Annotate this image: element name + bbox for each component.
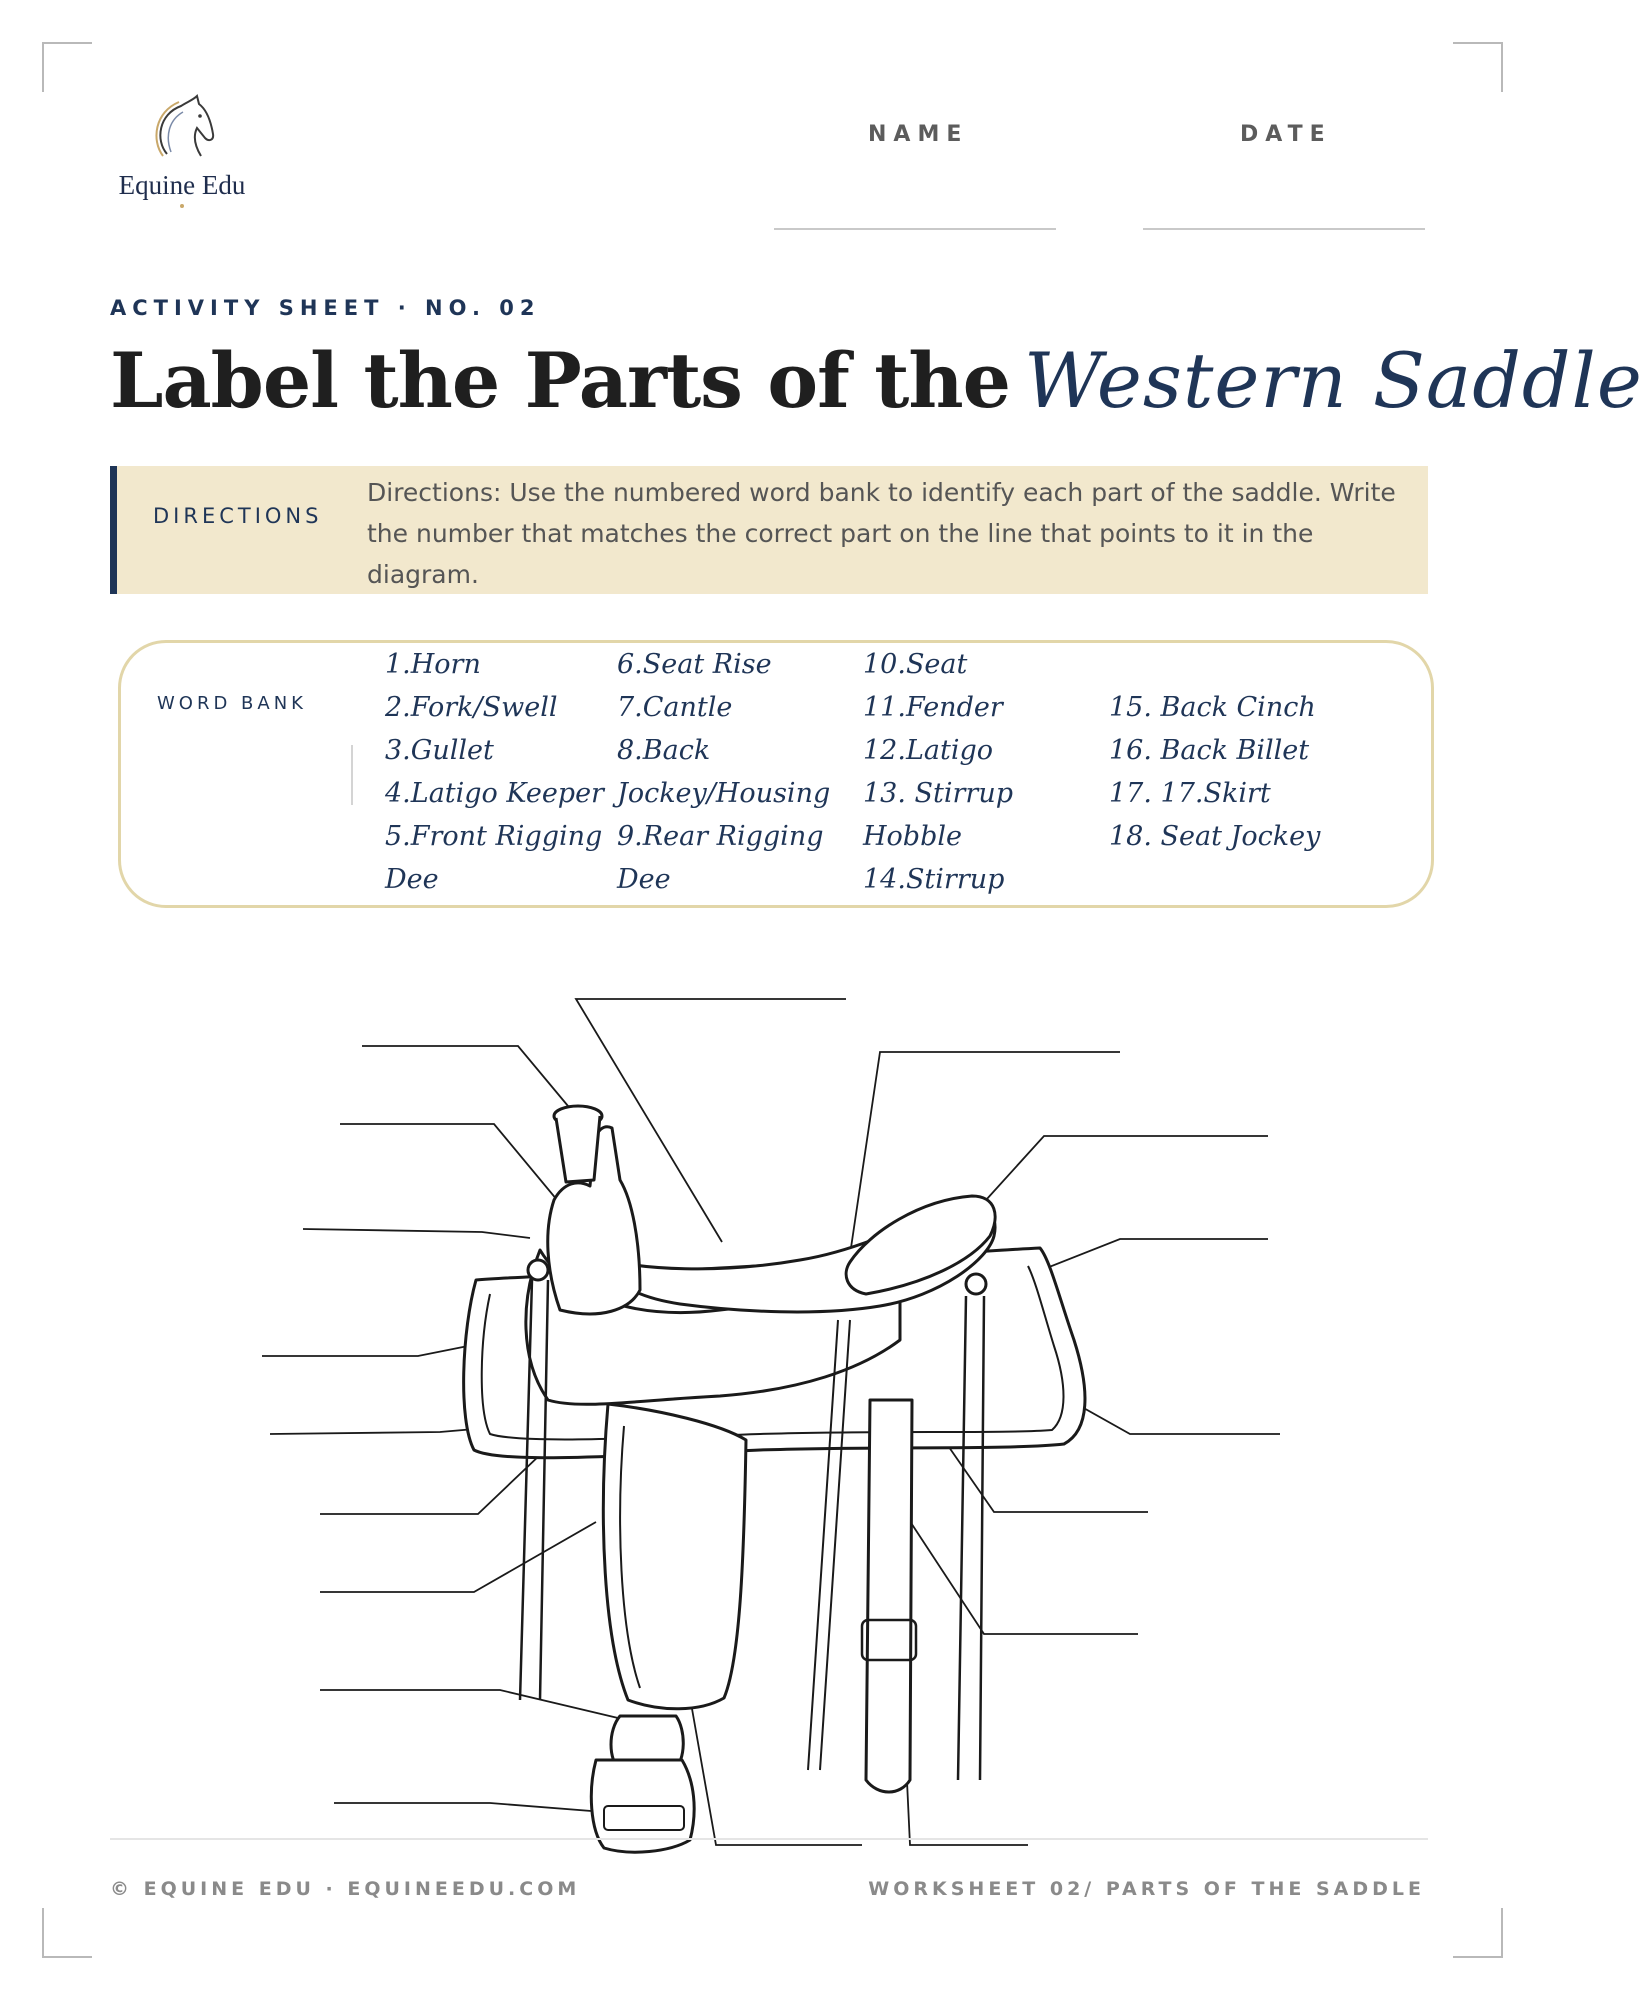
word-bank-divider [351,745,353,805]
directions-text: Directions: Use the numbered word bank to identify each part of the saddle. Write the number that matches the correct part on the line that points to it in the diagram. [367,478,1396,589]
saddle-fender [603,1404,746,1709]
footer-right: WORKSHEET 02/ PARTS OF THE SADDLE [868,1878,1425,1900]
word-bank-item: 12.Latigo [863,735,993,766]
label-line-12 [986,1136,1268,1200]
back-cinch [866,1400,912,1792]
saddle-diagram [0,960,1545,1860]
word-bank-item: 6.Seat Rise [617,649,772,680]
title-main: Label the Parts of the [110,336,1010,425]
word-bank-column-2 [617,643,830,901]
label-line-4 [262,1344,478,1356]
word-bank-column-4 [1109,643,1320,858]
horse-head-icon [137,92,227,172]
word-bank-item: 11.Fender [863,692,1003,723]
word-bank [118,640,1434,908]
crop-mark-top-left [42,42,92,92]
word-bank-item: 10.Seat [863,649,968,680]
footer-divider [110,1838,1428,1840]
title-accent: Western Saddle [1023,336,1643,425]
word-bank-item: 5.Front Rigging [385,821,603,852]
label-line-9 [334,1803,604,1812]
page-title [110,336,1643,425]
word-bank-item: 14.Stirrup [863,864,1005,895]
label-line-7 [320,1522,596,1592]
date-label: DATE [1240,122,1332,147]
crop-mark-top-right [1453,42,1503,92]
activity-kicker: ACTIVITY SHEET · NO. 02 [110,296,541,320]
word-bank-item: 3.Gullet [385,735,494,766]
front-rigging-dee [528,1260,548,1280]
crop-mark-bottom-left [42,1908,92,1958]
label-line-8 [320,1690,618,1718]
word-bank-item: Dee [385,864,439,895]
word-bank-item: 16. Back Billet [1109,735,1310,766]
label-line-2 [340,1124,582,1230]
label-line-18 [906,1760,1028,1845]
brand-dot [180,204,184,208]
brand-logo [112,92,252,208]
crop-mark-bottom-right [1453,1908,1503,1958]
word-bank-item: 9.Rear Rigging [617,821,824,852]
word-bank-item: Jockey/Housing [617,778,831,809]
word-bank-item: Dee [617,864,671,895]
footer-left: © EQUINE EDU · EQUINEEDU.COM [110,1878,581,1900]
word-bank-item [1109,643,1320,686]
label-line-16 [896,1500,1138,1634]
word-bank-item: 17. 17.Skirt [1109,778,1271,809]
directions-label: DIRECTIONS [153,504,323,528]
word-bank-item: 15. Back Cinch [1109,692,1316,723]
word-bank-item: 13. Stirrup [863,778,1013,809]
directions-box [110,466,1428,594]
word-bank-item: Hobble [863,821,962,852]
name-field[interactable] [774,228,1056,230]
word-bank-item: 1.Horn [385,649,481,680]
saddle-drawing [464,1106,1085,1852]
word-bank-label: WORD BANK [157,693,307,714]
word-bank-column-3 [863,643,1013,901]
name-label: NAME [868,122,969,147]
brand-name: Equine Edu [118,170,246,200]
word-bank-column-1 [385,643,604,901]
label-line-1 [362,1046,578,1118]
rear-rigging-dee [966,1274,986,1294]
word-bank-item: 8.Back [617,735,711,766]
word-bank-item: 7.Cantle [617,692,733,723]
word-bank-item: 18. Seat Jockey [1109,821,1321,852]
date-field[interactable] [1143,228,1425,230]
label-line-3 [303,1229,530,1238]
word-bank-item: 2.Fork/Swell [385,692,558,723]
saddle-horn [556,1116,600,1182]
word-bank-item: 4.Latigo Keeper [385,778,604,809]
